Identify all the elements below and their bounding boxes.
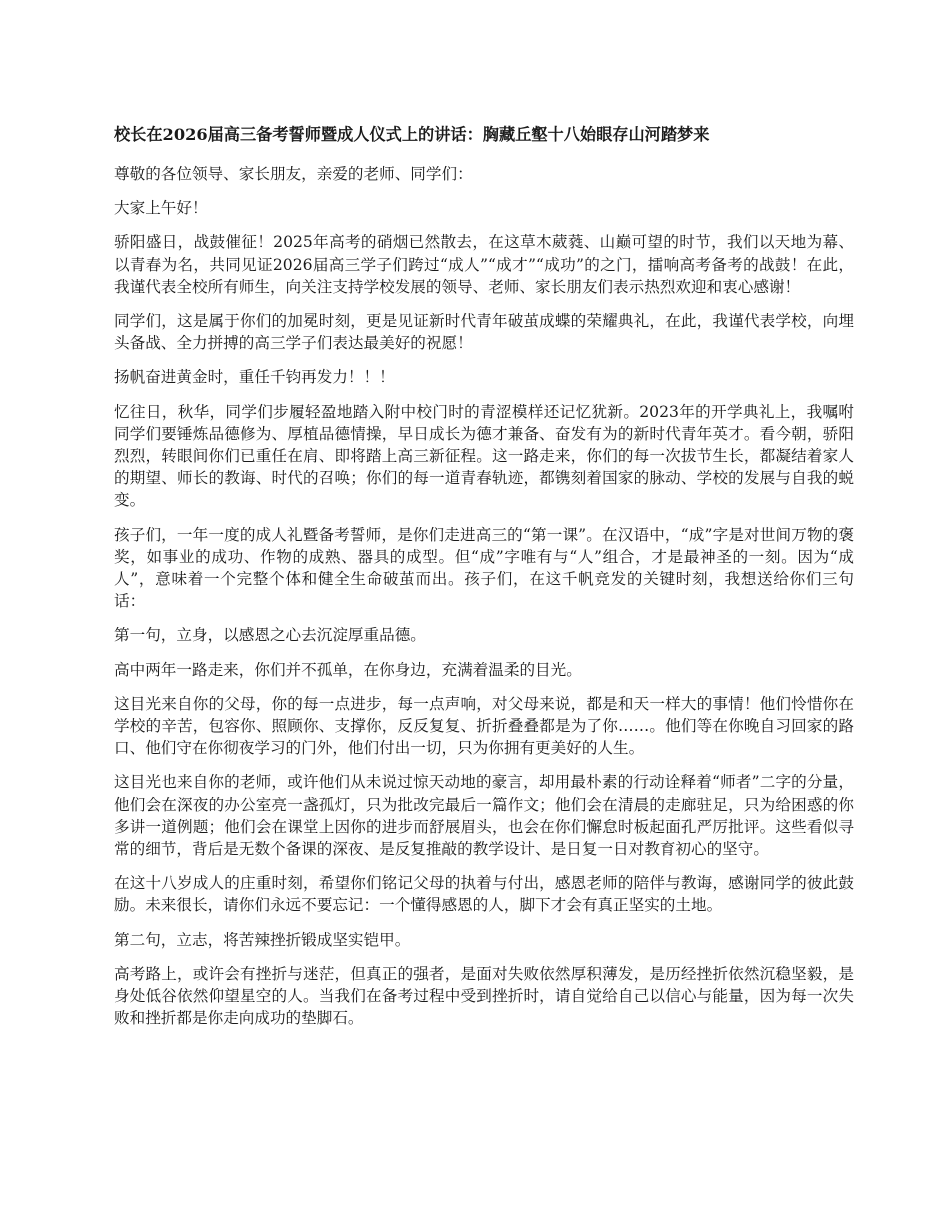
- body-paragraph: 忆往日，秋华，同学们步履轻盈地踏入附中校门时的青涩模样还记忆犹新。2023年的开学典礼上，我嘱咐同学们要锤炼品德修为、厚植品德情操，早日成长为德才兼备、奋发有为的新时代青年英才。看今朝，骄阳烈烈，转眼间你们已重任在肩、即将踏上高三新征程。这一路走来，你们的每一次拔节生长，都凝结着家人的期望、师长的教诲、时代的召唤；你们的每一道青春轨迹，都镌刻着国家的脉动、学校的发展与自我的蜕变。: [114, 402, 854, 510]
- body-paragraph: 高考路上，或许会有挫折与迷茫，但真正的强者，是面对失败依然厚积薄发，是历经挫折依然沉稳坚毅，是身处低谷依然仰望星空的人。当我们在备考过程中受到挫折时，请自觉给自己以信心与能量，因为每一次失败和挫折都是你走向成功的垫脚石。: [114, 964, 854, 1028]
- greeting-paragraph: 大家上午好！: [114, 199, 208, 218]
- body-paragraph: 孩子们，一年一度的成人礼暨备考誓师，是你们走进高三的“第一课”。在汉语中，“成”字是对世间万物的褒奖，如事业的成功、作物的成熟、器具的成型。但“成”字唯有与“人”组合，才是最神圣的一刻。因为“成人”，意味着一个完整个体和健全生命破茧而出。孩子们，在这千帆竞发的关键时刻，我想送给你们三句话：: [114, 525, 854, 611]
- document-title: 校长在2026届高三备考誓师暨成人仪式上的讲话：胸藏丘壑十八始眼存山河踏梦来: [114, 125, 710, 144]
- body-paragraph: 在这十八岁成人的庄重时刻，希望你们铭记父母的执着与付出，感恩老师的陪伴与教诲，感谢同学的彼此鼓励。未来很长，请你们永远不要忘记：一个懂得感恩的人，脚下才会有真正坚实的土地。: [114, 874, 854, 915]
- body-paragraph: 这目光也来自你的老师，或许他们从未说过惊天动地的豪言，却用最朴素的行动诠释着“师者”二字的分量，他们会在深夜的办公室亮一盏孤灯，只为批改完最后一篇作文；他们会在清晨的走廊驻足，只为给困惑的你多讲一道例题；他们会在课堂上因你的进步而舒展眉头，也会在你们懈怠时板起面孔严厉批评。这些看似寻常的细节，背后是无数个备课的深夜、是反复推敲的教学设计、是日复一日对教育初心的坚守。: [114, 773, 854, 859]
- section-heading-paragraph: 第一句，立身，以感恩之心去沉淀厚重品德。: [114, 626, 426, 645]
- body-paragraph: 骄阳盛日，战鼓催征！2025年高考的硝烟已然散去，在这草木葳蕤、山巅可望的时节，我们以天地为幕、以青春为名，共同见证2026届高三学子们跨过“成人”“成才”“成功”的之门，擂响高考备考的战鼓！在此，我谨代表全校所有师生，向关注支持学校发展的领导、老师、家长朋友们表示热烈欢迎和衷心感谢！: [114, 233, 854, 296]
- document-page: [114, 124, 854, 1042]
- body-paragraph: 高中两年一路走来，你们并不孤单，在你身边，充满着温柔的目光。: [114, 660, 582, 679]
- body-paragraph: 这目光来自你的父母，你的每一点进步，每一点声响，对父母来说，都是和天一样大的事情！他们怜惜你在学校的辛苦，包容你、照顾你、支撑你，反反复复、折折叠叠都是为了你……。他们等在你晚自习回家的路口、他们守在你彻夜学习的门外，他们付出一切，只为你拥有更美好的人生。: [114, 694, 854, 758]
- body-paragraph: 扬帆奋进黄金时，重任千钧再发力！！！: [114, 368, 395, 387]
- salutation-paragraph: 尊敬的各位领导、家长朋友，亲爱的老师、同学们：: [114, 165, 473, 183]
- body-paragraph: 同学们，这是属于你们的加冕时刻，更是见证新时代青年破茧成蝶的荣耀典礼，在此，我谨代表学校，向埋头备战、全力拼搏的高三学子们表达最美好的祝愿！: [114, 312, 854, 353]
- section-heading-paragraph: 第二句，立志，将苦辣挫折锻成坚实铠甲。: [114, 930, 411, 949]
